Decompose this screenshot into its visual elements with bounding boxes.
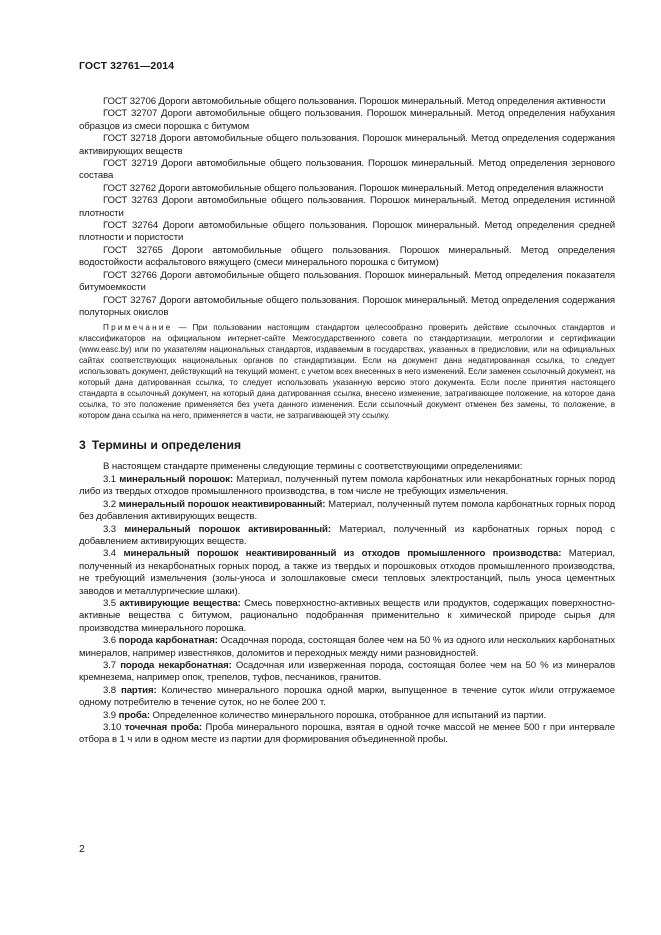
term-name: минеральный порошок активированный:: [124, 523, 331, 535]
term-definition: [79, 524, 615, 549]
term-name: минеральный порошок неактивированный из отходов промышленного производства:: [123, 548, 562, 560]
document-header: ГОСТ 32761—2014: [79, 60, 175, 72]
term-number: 3.8: [103, 684, 121, 696]
section-title: Термины и определения: [91, 438, 242, 453]
term-name: минеральный порошок:: [119, 473, 233, 485]
term-definition: [79, 635, 615, 660]
term-definition: [79, 548, 615, 598]
reference-item: ГОСТ 32762 Дороги автомобильные общего пользования. Порошок минеральный. Метод определения влажности: [103, 182, 604, 194]
term-name: активирующие вещества:: [119, 597, 241, 609]
term-number: 3.5: [103, 597, 120, 609]
reference-item: ГОСТ 32766 Дороги автомобильные общего пользования. Порошок минеральный. Метод определения показателя битумоемкости: [79, 269, 615, 294]
term-name: проба:: [118, 709, 150, 721]
terms-list: [79, 474, 615, 747]
term-definition: [79, 710, 615, 722]
term-name: порода некарбонатная:: [120, 659, 232, 671]
term-text: Материал, полученный из некарбонатных горных пород, а также из твердых и порошковых отходов промышленного производства, не требующий измельчения (золы-уноса и золошлаковые смеси тепловых электростанций, пыль уноса цементных заводов и металлургические шлаки).: [79, 548, 615, 597]
term-text: Осадочная или изверженная порода, состоящая более чем на 50 % из минералов кремнезема, например опок, трепелов, туфов, песчаников, гранитов.: [79, 659, 616, 684]
term-name: партия:: [121, 684, 157, 696]
reference-item: ГОСТ 32707 Дороги автомобильные общего пользования. Порошок минеральный. Метод определения набухания образцов из смеси порошка с битумом: [79, 108, 615, 132]
term-text: Определенное количество минерального порошка, отобранное для испытаний из партии.: [149, 709, 547, 721]
term-definition: [79, 499, 615, 524]
note-dash: —: [172, 323, 193, 333]
section-heading: [79, 438, 615, 452]
term-number: 3.9: [103, 709, 119, 721]
term-number: 3.10: [103, 722, 125, 733]
term-definition: [79, 722, 615, 747]
term-definition: [79, 685, 615, 710]
term-number: 3.7: [103, 659, 121, 671]
term-name: точечная проба:: [124, 722, 203, 733]
reference-list: [79, 96, 615, 319]
term-text: Осадочная порода, состоящая более чем на 50 % из одного или нескольких карбонатных минералов, например известняков, доломитов и переходных между ними разновидностей.: [79, 635, 615, 659]
note-text: При пользовании настоящим стандартом целесообразно проверить действие ссылочных стандартов и классификаторов на официальном интернет-сайте Межгосударственного совета по стандартизации, метрологии и сертификации (www.easc.by) или по указателям национальных стандартов, издаваемым в государствах, указанных в предисловии, или на официальных сайтах соответствующих национальных органов по стандартизации. Если на документ дана недатированная ссылка, то следует использовать документ, действующий на текущий момент, с учетом всех внесенных в него изменений. Если заменен ссылочный документ, на который дана датированная ссылка, то следует использовать указанную версию этого документа. Если после принятия настоящего стандарта в ссылочный документ, на который дана датированная ссылка, внесено изменение, затрагивающее положение, на которое дана ссылка, то это положение применяется без учета данного изменения. Если ссылочный документ отменен без замены, то положение, в котором дана ссылка на него, применяется в части, не затрагивающей эту ссылку.: [79, 323, 615, 420]
term-text: Материал, полученный путем помола карбонатных горных пород без добавления активирующих веществ.: [79, 498, 615, 523]
term-text: Количество минерального порошка одной марки, выпущенное в течение суток и/или отгружаемое одному потребителю в течение суток, но не более 200 т.: [79, 684, 615, 709]
term-text: Материал, полученный из карбонатных горных пород с добавлением активирующих веществ.: [79, 523, 615, 547]
term-number: 3.3: [103, 523, 125, 535]
term-definition: [79, 598, 615, 635]
section-number: 3: [79, 438, 86, 453]
term-text: Смесь поверхностно-активных веществ или продуктов, содержащих поверхностно-активные вещества с битумом, рационально подобранная применительно к химической природе сырья для производства минерального порошка.: [79, 597, 615, 634]
reference-item: ГОСТ 32719 Дороги автомобильные общего пользования. Порошок минеральный. Метод определения зернового состава: [79, 158, 615, 182]
term-definition: [79, 474, 615, 499]
reference-item: ГОСТ 32763 Дороги автомобильные общего пользования. Порошок минеральный. Метод определения истинной плотности: [79, 195, 615, 219]
term-definition: [79, 660, 615, 685]
reference-item: ГОСТ 32718 Дороги автомобильные общего пользования. Порошок минеральный. Метод определения содержания активирующих веществ: [79, 133, 615, 157]
term-number: 3.1: [103, 473, 120, 485]
term-text: Материал, полученный путем помола карбонатных или некарбонатных горных пород либо из твердых отходов промышленного производства, в том числе не требующих измельчения.: [79, 473, 615, 498]
term-number: 3.2: [103, 498, 119, 510]
reference-item: ГОСТ 32706 Дороги автомобильные общего пользования. Порошок минеральный. Метод определения активности: [103, 96, 606, 107]
page-content: [79, 96, 615, 747]
note-label: Примечание: [103, 323, 173, 333]
reference-item: ГОСТ 32764 Дороги автомобильные общего пользования. Порошок минеральный. Метод определения средней плотности и пористости: [79, 220, 615, 244]
term-number: 3.4: [103, 548, 124, 560]
term-number: 3.6: [103, 635, 119, 647]
reference-item: ГОСТ 32767 Дороги автомобильные общего пользования. Порошок минеральный. Метод определения содержания полуторных окислов: [79, 294, 615, 318]
page-number: 2: [79, 843, 85, 855]
section-intro: В настоящем стандарте применены следующие термины с соответствующими определениями:: [103, 461, 523, 473]
note-paragraph: [79, 323, 615, 421]
term-name: порода карбонатная:: [118, 635, 218, 647]
term-text: Проба минерального порошка, взятая в одной точке массой не менее 500 г при интервале отбора в 1 ч или в одном месте из партии для формирования объединенной пробы.: [79, 722, 616, 746]
term-name: минеральный порошок неактивированный:: [118, 498, 326, 510]
reference-item: ГОСТ 32765 Дороги автомобильные общего пользования. Порошок минеральный. Метод определения водостойкости асфальтового вяжущего (смеси минерального порошка с битумом): [79, 244, 615, 269]
